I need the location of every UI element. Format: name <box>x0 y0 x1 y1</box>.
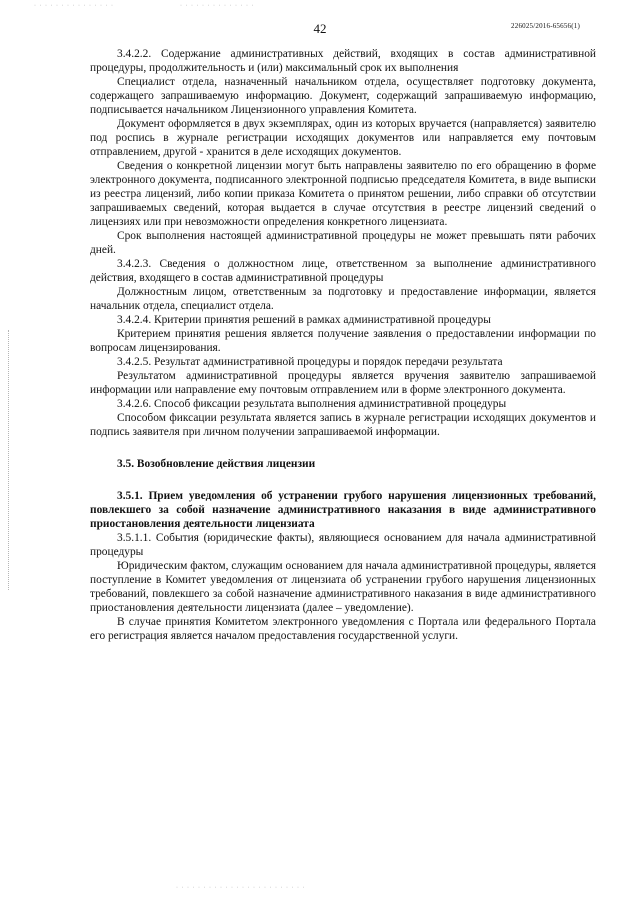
section-spacer <box>90 439 596 457</box>
document-body <box>90 47 596 643</box>
section-heading-3-4-2-6: 3.4.2.6. Способ фиксации результата выполнения административной процедуры <box>117 398 507 410</box>
section-heading-3-4-2-3: 3.4.2.3. Сведения о должностном лице, ответственном за выполнение административного действия, входящего в состав административной процедуры <box>90 258 596 284</box>
page-number: 42 <box>313 21 327 36</box>
scan-artifact-mark: · · · · · · · · · · · · · · · · · · · · · · · · <box>176 885 306 891</box>
section-heading-3-4-2-2: 3.4.2.2. Содержание административных действий, входящих в состав административной процедуры, продолжительность и (или) максимальный срок их выполнения <box>90 48 596 74</box>
paragraph: Специалист отдела, назначенный начальником отдела, осуществляет подготовку документа, содержащего запрашиваемую информацию. Документ, содержащий запрашиваемую информацию, подписывается начальником Лицензионного управления Комитета. <box>90 76 596 116</box>
section-spacer <box>90 471 596 489</box>
scan-margin-line <box>8 330 10 590</box>
paragraph: Сведения о конкретной лицензии могут быть направлены заявителю по его обращению в форме электронного документа, подписанного электронной подписью председателя Комитета, в виде выписки из реестра лицензий, либо копии приказа Комитета о принятом решении, либо справки об отсутствии запрашиваемых сведений, которая выдается в случае отсутствия в реестре лицензий сведений о лицензиях или при невозможности определения конкретного лицензиата. <box>90 160 596 228</box>
section-heading-3-5-1: 3.5.1. Прием уведомления об устранении грубого нарушения лицензионных требований, повлекшего за собой назначение административного наказания в виде административного приостановления деятельности лицензиата <box>90 490 596 530</box>
paragraph: Критерием принятия решения является получение заявления о предоставлении информации по вопросам лицензирования. <box>90 328 596 354</box>
paragraph: Результатом административной процедуры является вручения заявителю запрашиваемой информации или направление ему почтовым отправлением или в форме электронного документа. <box>90 370 596 396</box>
paragraph: Должностным лицом, ответственным за подготовку и предоставление информации, является начальник отдела, специалист отдела. <box>90 286 596 312</box>
section-heading-3-5-1-1: 3.5.1.1. События (юридические факты), являющиеся основанием для начала административной процедуры <box>90 532 596 558</box>
paragraph: Документ оформляется в двух экземплярах, один из которых вручается (направляется) заявителю под роспись в журнале регистрации исходящих документов или направляется ему почтовым отправлением, другой - хранится в деле исходящих документов. <box>90 118 596 158</box>
paragraph: Юридическим фактом, служащим основанием для начала административной процедуры, является поступление в Комитет уведомления от лицензиата об устранении грубого нарушения лицензионных требований, повлекшего за собой назначение административного наказания в виде административного приостановления деятельности лицензиата (далее – уведомление). <box>90 560 596 614</box>
scan-artifact-mark: · · · · · · · · · · · · · · <box>180 3 255 9</box>
paragraph: Срок выполнения настоящей административной процедуры не может превышать пяти рабочих дней. <box>90 230 596 256</box>
paragraph: В случае принятия Комитетом электронного уведомления с Портала или федерального Портала его регистрация является началом предоставления государственной услуги. <box>90 616 596 642</box>
section-heading-3-4-2-5: 3.4.2.5. Результат административной процедуры и порядок передачи результата <box>117 356 503 368</box>
scan-artifact-mark: · · · · · · · · · · · · · · · <box>34 3 114 9</box>
document-id: 226025/2016-65656(1) <box>511 22 580 30</box>
paragraph: Способом фиксации результата является запись в журнале регистрации исходящих документов и подпись заявителя при личном получении запрашиваемой информации. <box>90 412 596 438</box>
section-heading-3-5: 3.5. Возобновление действия лицензии <box>117 458 316 470</box>
section-heading-3-4-2-4: 3.4.2.4. Критерии принятия решений в рамках административной процедуры <box>117 314 491 326</box>
